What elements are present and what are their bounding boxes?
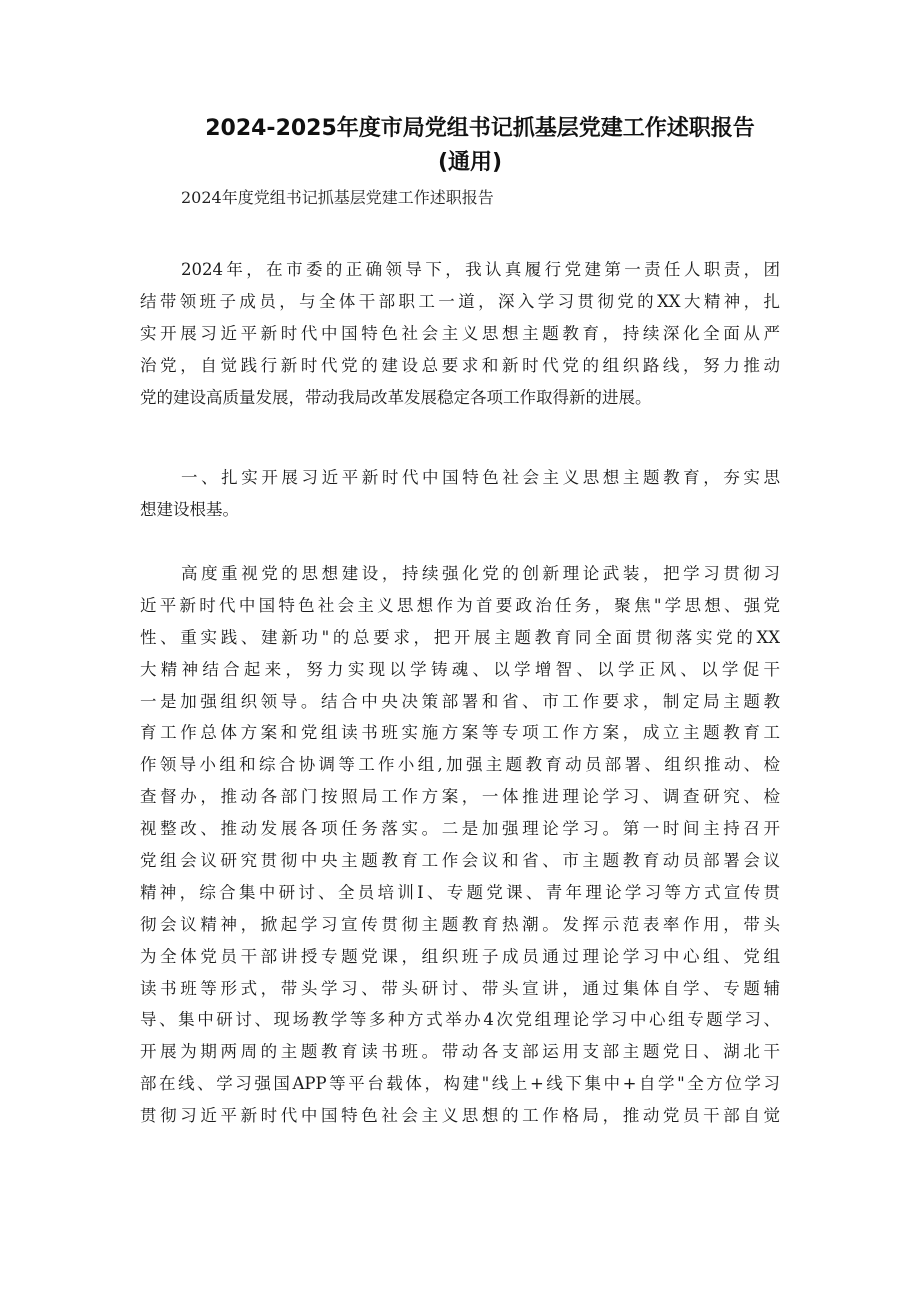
text-line: 读书班等形式，带头学习、带头研讨、带头宣讲，通过集体自学、专题辅 bbox=[140, 978, 780, 998]
text-line: 结带领班子成员，与全体干部职工一道，深入学习贯彻党的XX大精神，扎 bbox=[140, 291, 780, 311]
document-title: 2024-2025年度市局党组书记抓基层党建工作述职报告 bbox=[205, 116, 755, 141]
text-line: 查督办，推动各部门按照局工作方案，一体推进理论学习、调查研究、检 bbox=[140, 787, 780, 807]
text-line: 一是加强组织领导。结合中央决策部署和省、市工作要求，制定局主题教 bbox=[140, 691, 780, 711]
text-line: 党组会议研究贯彻中央主题教育工作会议和省、市主题教育动员部署会议 bbox=[140, 851, 780, 871]
text-line: 一、扎实开展习近平新时代中国特色社会主义思想主题教育，夯实思 bbox=[181, 468, 780, 487]
document-subtitle: 2024年度党组书记抓基层党建工作述职报告 bbox=[181, 188, 494, 207]
text-line: 高度重视党的思想建设，持续强化党的创新理论武装，把学习贯彻习 bbox=[181, 564, 780, 583]
text-line: 大精神结合起来，努力实现以学铸魂、以学增智、以学正风、以学促干 bbox=[140, 659, 780, 679]
text-line: 彻会议精神，掀起学习宣传贯彻主题教育热潮。发挥示范表率作用，带头 bbox=[140, 914, 780, 934]
text-line: 贯彻习近平新时代中国特色社会主义思想的工作格局，推动党员干部自觉 bbox=[140, 1106, 780, 1126]
text-line: 想建设根基。 bbox=[140, 499, 239, 519]
paragraph-body bbox=[140, 558, 780, 1132]
text-line: 近平新时代中国特色社会主义思想作为首要政治任务，聚焦"学思想、强党 bbox=[140, 595, 780, 615]
text-line: 治党，自觉践行新时代党的建设总要求和新时代党的组织路线，努力推动 bbox=[140, 355, 780, 375]
paragraph-section-heading bbox=[140, 462, 780, 526]
text-line: 精神，综合集中研讨、全员培训I、专题党课、青年理论学习等方式宣传贯 bbox=[140, 882, 780, 902]
text-line: 育工作总体方案和党组读书班实施方案等专项工作方案，成立主题教育工 bbox=[140, 723, 780, 743]
text-line: 2024年，在市委的正确领导下，我认真履行党建第一责任人职责，团 bbox=[181, 260, 780, 279]
text-line: 实开展习近平新时代中国特色社会主义思想主题教育，持续深化全面从严 bbox=[140, 323, 780, 343]
text-line: 作领导小组和综合协调等工作小组,加强主题教育动员部署、组织推动、检 bbox=[140, 755, 780, 775]
text-line: 视整改、推动发展各项任务落实。二是加强理论学习。第一时间主持召开 bbox=[140, 819, 780, 839]
text-line: 性、重实践、建新功"的总要求，把开展主题教育同全面贯彻落实党的XX bbox=[140, 627, 780, 647]
text-line: 部在线、学习强国APP等平台载体，构建"线上+线下集中+自学"全方位学习 bbox=[140, 1074, 780, 1094]
text-line: 开展为期两周的主题教育读书班。带动各支部运用支部主题党日、湖北干 bbox=[140, 1042, 780, 1062]
text-line: 党的建设高质量发展，带动我局改革发展稳定各项工作取得新的进展。 bbox=[140, 387, 652, 407]
paragraph-intro bbox=[140, 254, 780, 413]
text-line: 导、集中研讨、现场教学等多种方式举办4次党组理论学习中心组专题学习、 bbox=[140, 1010, 780, 1030]
document-title-suffix: (通用) bbox=[437, 150, 503, 175]
text-line: 为全体党员干部讲授专题党课，组织班子成员通过理论学习中心组、党组 bbox=[140, 946, 780, 966]
